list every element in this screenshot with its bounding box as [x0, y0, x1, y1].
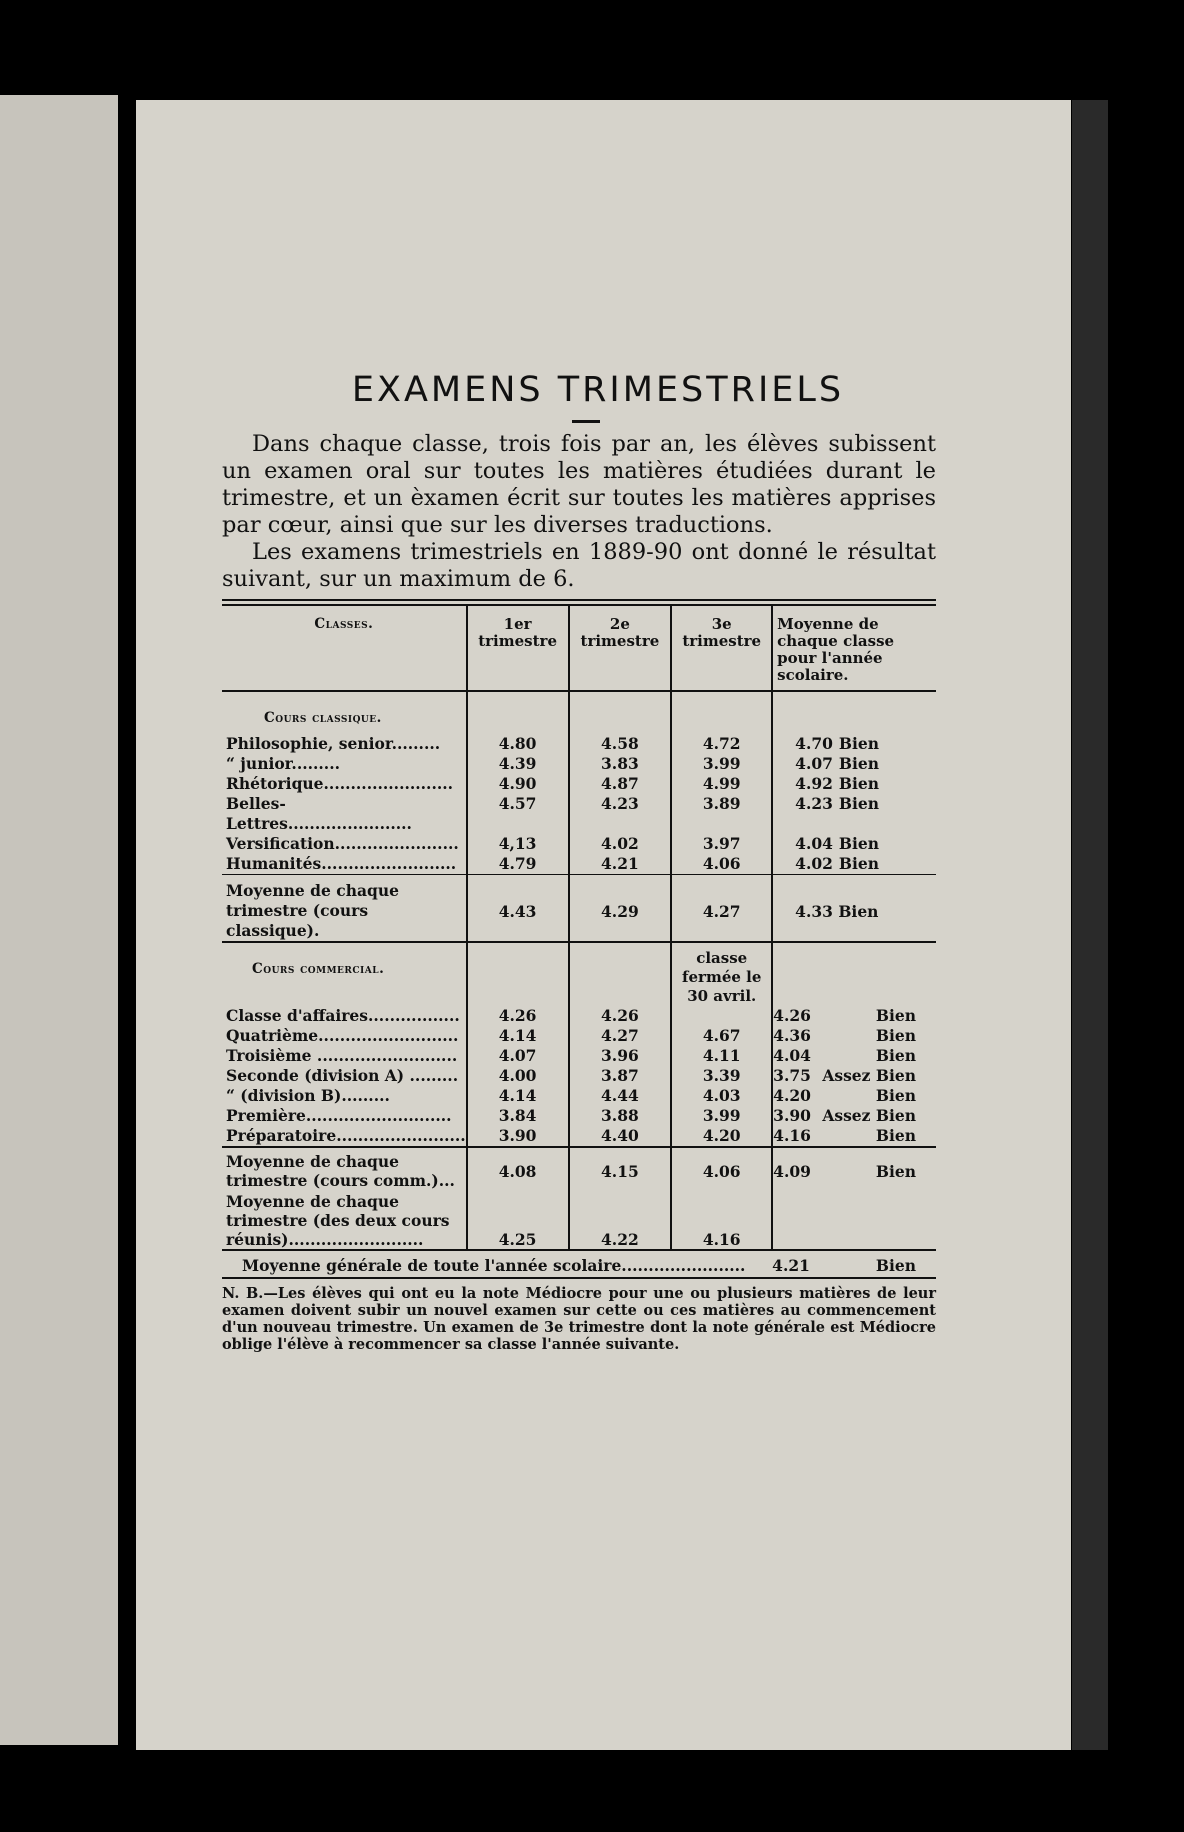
- classique-t2: 4.58: [569, 734, 672, 754]
- document-page: [136, 100, 1071, 1750]
- classique-heading: Cours classique.: [222, 691, 467, 734]
- classique-moyenne-t2: 4.29: [569, 875, 672, 943]
- commercial-t2: 3.96: [569, 1046, 672, 1066]
- classique-label: Belles-Lettres.......................: [226, 794, 412, 833]
- classique-moyenne-avg-value: 4.33: [795, 902, 833, 921]
- commercial-t2: 3.87: [569, 1066, 672, 1086]
- commercial-t2: 3.88: [569, 1106, 672, 1126]
- classique-t3: 4.99: [671, 774, 772, 794]
- intro-paragraph-1: Dans chaque classe, trois fois par an, les élèves subissent un examen oral sur toutes les matières étudiées durant le trimestre, et un èxamen écrit sur toutes les matières apprises par cœur, ainsi que sur les diverses traductions.: [222, 431, 936, 538]
- classique-grade: Bien: [838, 834, 880, 853]
- commercial-avg-cell: [772, 1086, 936, 1106]
- classique-row: [222, 854, 936, 875]
- classique-grade: Bien: [838, 754, 880, 773]
- generale-avg-value: 4.21: [772, 1256, 810, 1275]
- commercial-grade: Bien: [875, 1126, 916, 1145]
- classique-t2: 4.23: [569, 794, 672, 834]
- classique-t3: 4.06: [671, 854, 772, 875]
- deux-cours-moyenne-t3: 4.16: [671, 1190, 772, 1250]
- classique-t1: 4,13: [467, 834, 569, 854]
- commercial-t1: 3.90: [467, 1126, 569, 1147]
- commercial-label: Quatrième..........................: [226, 1026, 459, 1045]
- commercial-t3: 4.20: [671, 1126, 772, 1147]
- header-trimestre-2: 2e trimestre: [569, 606, 672, 691]
- classique-heading-row: [222, 691, 936, 734]
- classique-t1: 4.90: [467, 774, 569, 794]
- commercial-avg: 4.36: [773, 1026, 811, 1045]
- page-title: EXAMENS TRIMESTRIELS: [351, 370, 845, 410]
- table-header-row: [222, 606, 936, 691]
- commercial-avg: 3.90: [773, 1106, 811, 1125]
- commercial-heading: Cours commercial.: [222, 942, 467, 1006]
- commercial-label: “ (division B).........: [226, 1086, 390, 1105]
- classique-label: Humanités.........................: [226, 854, 457, 873]
- deux-cours-moyenne-label: Moyenne de chaque trimestre (des deux cours réunis).........................: [226, 1192, 450, 1249]
- commercial-grade: Bien: [875, 1046, 916, 1065]
- commercial-t2: 4.40: [569, 1126, 672, 1147]
- commercial-heading-row: [222, 942, 936, 1006]
- classique-moyenne-t1: 4.43: [467, 875, 569, 943]
- right-binding-strip: [1072, 100, 1108, 1750]
- commercial-avg-cell: [772, 1126, 936, 1147]
- classique-t2: 4.21: [569, 854, 672, 875]
- commercial-rows: [222, 1006, 936, 1147]
- classique-avg: 4.07: [795, 754, 833, 773]
- commercial-avg: 4.04: [773, 1046, 811, 1065]
- title-rule: [572, 420, 600, 423]
- classique-moyenne-grade: Bien: [838, 902, 879, 921]
- classique-grade: Bien: [838, 734, 880, 753]
- commercial-t3: 4.67: [671, 1026, 772, 1046]
- generale-avg: [772, 1250, 936, 1278]
- commercial-t1: 4.00: [467, 1066, 569, 1086]
- footnote: N. B.—Les élèves qui ont eu la note Médiocre pour une ou plusieurs matières de leur examen doivent subir un nouvel examen sur cette ou ces matières au commencement d'un nouveau trimestre. Un examen de 3e trimestre dont la note générale est Médiocre oblige l'élève à recommencer sa classe l'année suivante.: [222, 1285, 936, 1353]
- commercial-t1: 4.14: [467, 1026, 569, 1046]
- classique-label: Rhétorique........................: [226, 774, 454, 793]
- classique-moyenne-avg: [772, 875, 936, 943]
- commercial-avg: 4.20: [773, 1086, 811, 1105]
- commercial-t1: 4.26: [467, 1006, 569, 1026]
- commercial-row: [222, 1126, 936, 1147]
- generale-label: Moyenne générale de toute l'année scolaire.......................: [222, 1250, 772, 1278]
- classique-rows: [222, 734, 936, 875]
- page-content: [222, 368, 936, 1368]
- classique-row: [222, 834, 936, 854]
- classique-avg: 4.92: [795, 774, 833, 793]
- classique-t3: 3.99: [671, 754, 772, 774]
- commercial-moyenne-avg-value: 4.09: [773, 1162, 811, 1181]
- commercial-moyenne-avg: [772, 1147, 936, 1190]
- commercial-grade: Bien: [875, 1086, 916, 1105]
- commercial-moyenne-t3: 4.06: [671, 1147, 772, 1190]
- commercial-t2: 4.44: [569, 1086, 672, 1106]
- commercial-grade: Assez Bien: [822, 1106, 916, 1125]
- commercial-t2: 4.26: [569, 1006, 672, 1026]
- classique-avg-cell: [772, 774, 936, 794]
- classique-avg-cell: [772, 794, 936, 834]
- commercial-t3: [671, 1006, 772, 1026]
- commercial-row: [222, 1086, 936, 1106]
- commercial-avg-cell: [772, 1106, 936, 1126]
- commercial-moyenne-label: Moyenne de chaque trimestre (cours comm.)...: [222, 1147, 467, 1190]
- classique-moyenne-t3: 4.27: [671, 875, 772, 943]
- classique-t1: 4.80: [467, 734, 569, 754]
- deux-cours-moyenne-row: [222, 1190, 936, 1250]
- commercial-avg: 3.75: [773, 1066, 811, 1085]
- classique-moyenne-row: [222, 875, 936, 943]
- commercial-avg-cell: [772, 1026, 936, 1046]
- left-page-edge: [0, 95, 118, 1745]
- results-table: [222, 606, 936, 1279]
- commercial-grade: Bien: [875, 1026, 916, 1045]
- commercial-avg: 4.26: [773, 1006, 811, 1025]
- classique-avg: 4.23: [795, 794, 833, 813]
- classique-avg: 4.04: [795, 834, 833, 853]
- classique-avg-cell: [772, 854, 936, 875]
- classique-t3: 3.89: [671, 794, 772, 834]
- classique-t3: 3.97: [671, 834, 772, 854]
- generale-grade: Bien: [875, 1256, 916, 1275]
- classique-grade: Bien: [838, 794, 880, 813]
- classique-moyenne-label: Moyenne de chaque trimestre (cours classique).: [222, 875, 467, 943]
- classique-avg-cell: [772, 734, 936, 754]
- classique-row: [222, 734, 936, 754]
- classique-row: [222, 774, 936, 794]
- classique-grade: Bien: [838, 854, 880, 873]
- header-trimestre-3: 3e trimestre: [671, 606, 772, 691]
- commercial-avg-cell: [772, 1046, 936, 1066]
- commercial-moyenne-grade: Bien: [875, 1162, 916, 1181]
- commercial-t1: 3.84: [467, 1106, 569, 1126]
- commercial-t2: 4.27: [569, 1026, 672, 1046]
- classique-t2: 3.83: [569, 754, 672, 774]
- header-classes: Classes.: [314, 616, 374, 632]
- commercial-moyenne-row: [222, 1147, 936, 1190]
- commercial-t3: 4.03: [671, 1086, 772, 1106]
- commercial-note-t3: classe fermée le 30 avril.: [671, 942, 772, 1006]
- classique-row: [222, 794, 936, 834]
- commercial-moyenne-t2: 4.15: [569, 1147, 672, 1190]
- commercial-t3: 3.39: [671, 1066, 772, 1086]
- classique-row: [222, 754, 936, 774]
- classique-avg-cell: [772, 754, 936, 774]
- commercial-grade: Assez Bien: [822, 1066, 916, 1085]
- commercial-t1: 4.07: [467, 1046, 569, 1066]
- commercial-t1: 4.14: [467, 1086, 569, 1106]
- deux-cours-moyenne-t1: 4.25: [467, 1190, 569, 1250]
- commercial-label: Seconde (division A) .........: [226, 1066, 459, 1085]
- classique-t1: 4.39: [467, 754, 569, 774]
- commercial-label: Troisième ..........................: [226, 1046, 458, 1065]
- classique-label: “ junior.........: [226, 754, 340, 773]
- classique-label: Philosophie, senior.........: [226, 734, 441, 753]
- header-trimestre-1: 1er trimestre: [467, 606, 569, 691]
- intro-paragraph-2: Les examens trimestriels en 1889-90 ont donné le résultat suivant, sur un maximum de 6.: [222, 539, 936, 592]
- classique-t2: 4.87: [569, 774, 672, 794]
- commercial-t3: 3.99: [671, 1106, 772, 1126]
- classique-grade: Bien: [838, 774, 880, 793]
- commercial-row: [222, 1106, 936, 1126]
- classique-t2: 4.02: [569, 834, 672, 854]
- commercial-label: Première...........................: [226, 1106, 452, 1125]
- header-moyenne: Moyenne de chaque classe pour l'année scolaire.: [772, 606, 936, 691]
- commercial-row: [222, 1006, 936, 1026]
- commercial-row: [222, 1066, 936, 1086]
- commercial-label: Classe d'affaires.................: [226, 1006, 460, 1025]
- commercial-label: Préparatoire........................: [226, 1126, 466, 1145]
- classique-t3: 4.72: [671, 734, 772, 754]
- classique-avg: 4.70: [795, 734, 833, 753]
- commercial-row: [222, 1026, 936, 1046]
- commercial-moyenne-t1: 4.08: [467, 1147, 569, 1190]
- deux-cours-moyenne-t2: 4.22: [569, 1190, 672, 1250]
- classique-t1: 4.79: [467, 854, 569, 875]
- generale-row: [222, 1250, 936, 1278]
- commercial-grade: Bien: [875, 1006, 916, 1025]
- commercial-avg: 4.16: [773, 1126, 811, 1145]
- commercial-t3: 4.11: [671, 1046, 772, 1066]
- table-top-rule: [222, 599, 936, 606]
- commercial-avg-cell: [772, 1066, 936, 1086]
- commercial-row: [222, 1046, 936, 1066]
- classique-t1: 4.57: [467, 794, 569, 834]
- classique-label: Versification.......................: [226, 834, 459, 853]
- commercial-avg-cell: [772, 1006, 936, 1026]
- classique-avg: 4.02: [795, 854, 833, 873]
- classique-avg-cell: [772, 834, 936, 854]
